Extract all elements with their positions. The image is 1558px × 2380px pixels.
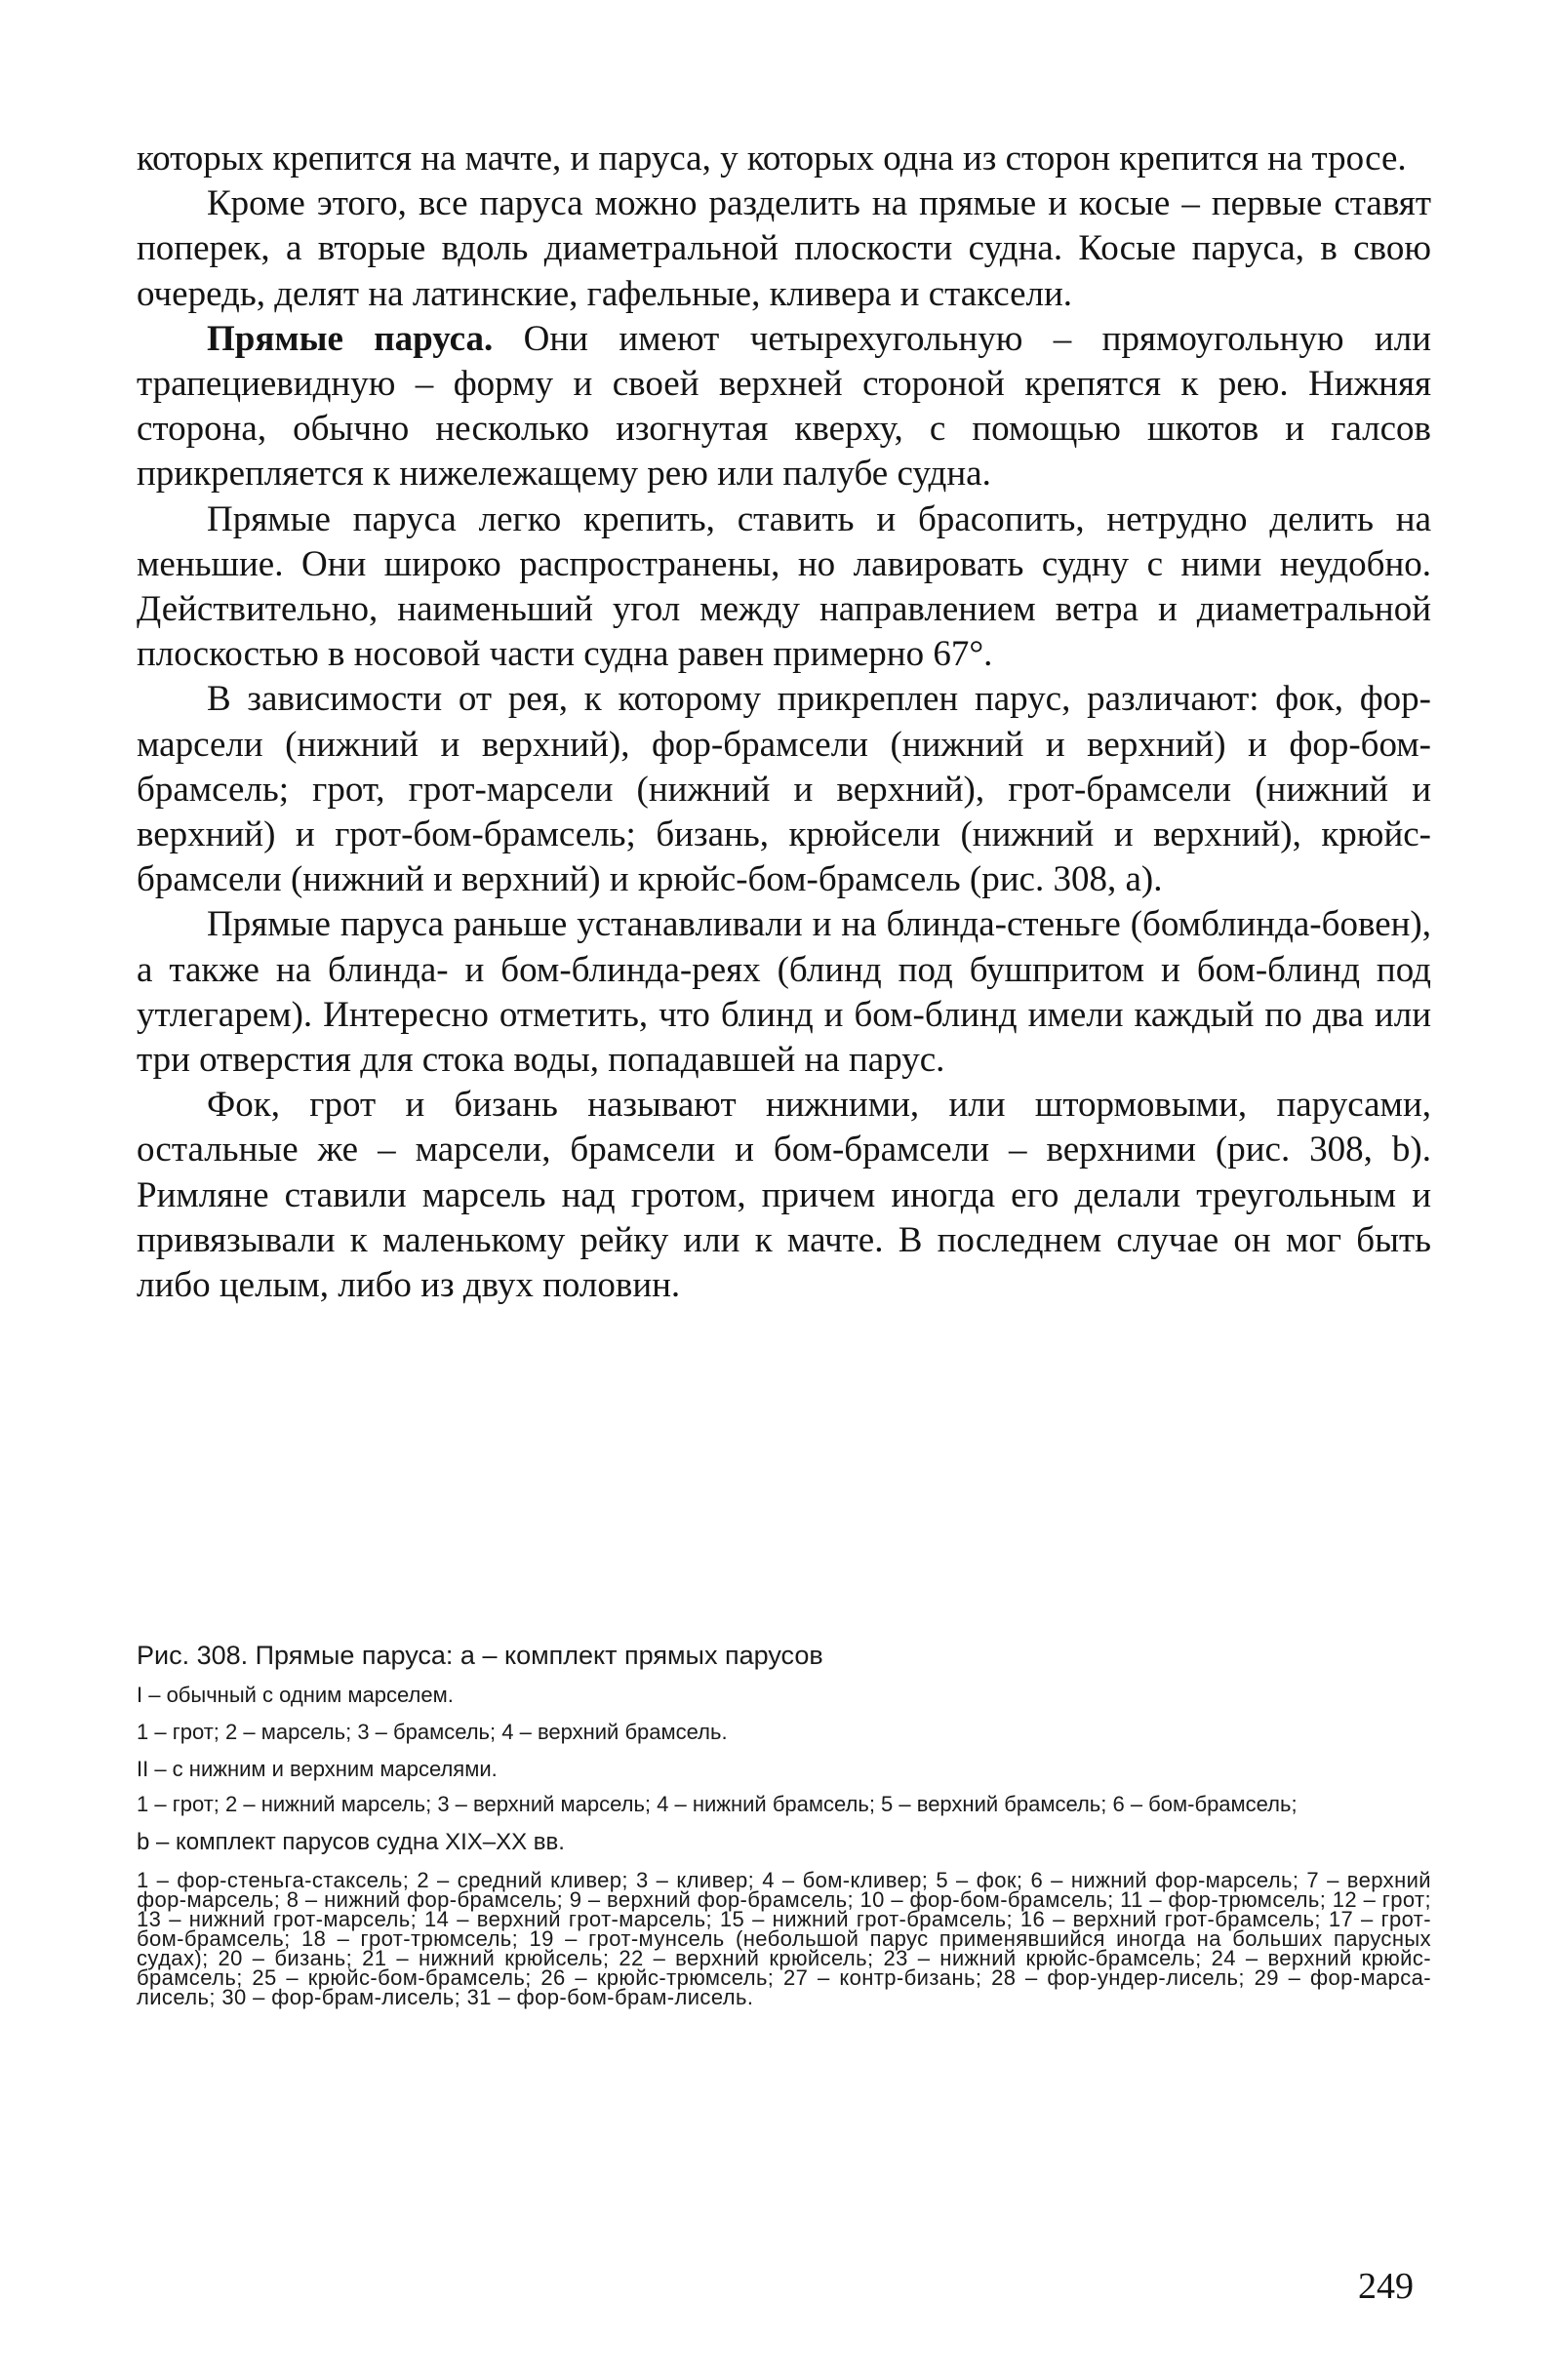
paragraph-2: Кроме этого, все паруса можно разделить на прямые и косые – первые ставят поперек, а вторые вдоль диаметральной плоскости судна. Косые паруса, в свою очередь, делят на латинские, гафельные, кливера и стаксели.	[137, 183, 1431, 314]
page-number: 249	[1358, 2266, 1414, 2307]
main-text	[137, 137, 1431, 1308]
paragraph-6: Прямые паруса раньше устанавливали и на блинда-стеньге (бомблинда-бовен), а также на блинда- и бом-блинда-реях (блинд под бушпритом и бом-блинд под утлегарем). Интересно отметить, что блинд и бом-блинд имели каждый по два или три отверстия для стока воды, попадавшей на парус.	[137, 904, 1431, 1081]
figure-caption	[137, 1639, 1431, 2019]
paragraph-3-text: Они имеют четырехугольную – прямоугольную или трапециевидную – форму и своей верхней стороной крепятся к рею. Нижняя сторона, обычно несколько изогнутая кверху, с помощью шкотов и галсов прикрепляется к нижележащему рею или палубе судна.	[137, 318, 1431, 495]
paragraph-4: Прямые паруса легко крепить, ставить и брасопить, нетрудно делить на меньшие. Они широко распространены, но лавировать судну с ними неудобно. Действительно, наименьший угол между направлением ветра и диаметральной плоскостью в носовой части судна равен примерно 67°.	[137, 498, 1431, 675]
paragraph-5: В зависимости от рея, к которому прикреплен парус, различают: фок, фор-марсели (нижний и верхний), фор-брамсели (нижний и верхний) и фор-бом-брамсель; грот, грот-марсели (нижний и верхний), грот-брамсели (нижний и верхний) и грот-бом-брамсель; бизань, крюйсели (нижний и верхний), крюйс-брамсели (нижний и верхний) и крюйс-бом-брамсель (рис. 308, а).	[137, 679, 1431, 900]
caption-b-title: b – комплект парусов судна XIX–XX вв.	[137, 1829, 565, 1855]
caption-title: Рис. 308. Прямые паруса: а – комплект прямых парусов	[137, 1641, 823, 1670]
paragraph-3	[137, 317, 1431, 497]
section-heading-square-sails: Прямые паруса.	[207, 318, 494, 359]
caption-group-2-items: 1 – грот; 2 – нижний марсель; 3 – верхний марсель; 4 – нижний брамсель; 5 – верхний брамсель; 6 – бом-брамсель;	[137, 1792, 1298, 1816]
caption-group-1-title: I – обычный с одним марселем.	[137, 1683, 454, 1707]
paragraph-1: которых крепится на мачте, и паруса, у которых одна из сторон крепится на тросе.	[137, 139, 1407, 178]
caption-b-items: 1 – фор-стеньга-стаксель; 2 – средний кливер; 3 – кливер; 4 – бом-кливер; 5 – фок; 6 – нижний фор-марсель; 7 – верхний фор-марсель; 8 – нижний фор-брамсель; 9 – верхний фор-брамсель; 10 – фор-бом-брамсель; 11 – фор-трюмсель; 12 – грот; 13 – нижний грот-марсель; 14 – верхний грот-марсель; 15 – нижний грот-брамсель; 16 – верхний грот-брамсель; 17 – грот-бом-брамсель; 18 – грот-трюмсель; 19 – грот-мунсель (небольшой парус применявшийся иногда на больших парусных судах); 20 – бизань; 21 – нижний крюйсель; 22 – верхний крюйсель; 23 – нижний крюйс-брамсель; 24 – верхний крюйс-брамсель; 25 – крюйс-бом-брамсель; 26 – крюйс-трюмсель; 27 – контр-бизань; 28 – фор-ундер-лисель; 29 – фор-марса-лисель; 30 – фор-брам-лисель; 31 – фор-бом-брам-лисель.	[137, 1868, 1431, 2009]
caption-group-2-title: II – с нижним и верхним марселями.	[137, 1757, 498, 1781]
caption-group-1-items: 1 – грот; 2 – марсель; 3 – брамсель; 4 – верхний брамсель.	[137, 1720, 728, 1744]
paragraph-7: Фок, грот и бизань называют нижними, или штормовыми, парусами, остальные же – марсели, брамсели и бом-брамсели – верхними (рис. 308, b). Римляне ставили марсель над гротом, причем иногда его делали треугольным и привязывали к маленькому рейку или к мачте. В последнем случае он мог быть либо целым, либо из двух половин.	[137, 1085, 1431, 1306]
